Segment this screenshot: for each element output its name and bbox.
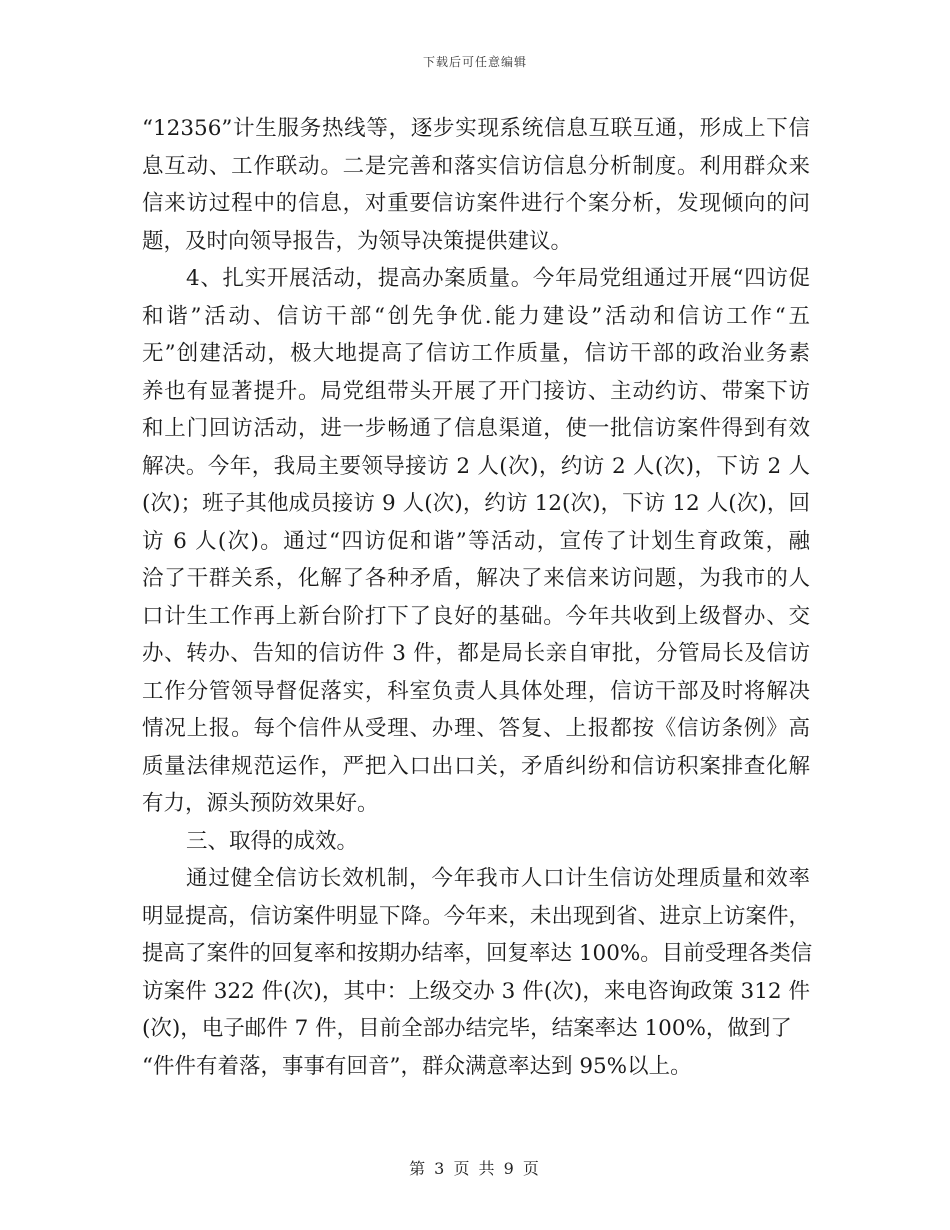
- text-line: “件件有着落，事事有回音”，群众满意率达到 95%以上。: [142, 1053, 692, 1079]
- text-line: 明显提高，信访案件明显下降。今年来，未出现到省、进京上访案件，: [142, 903, 810, 929]
- text-line: 质量法律规范运作，严把入口出口关，矛盾纠纷和信访积案排查化解: [142, 753, 810, 779]
- text-line: 息互动、工作联动。二是完善和落实信访信息分析制度。利用群众来: [142, 153, 810, 179]
- text-line: 养也有显著提升。局党组带头开展了开门接访、主动约访、带案下访: [142, 378, 810, 404]
- text-line: 访案件 322 件(次)，其中：上级交办 3 件(次)，来电咨询政策 312 件: [142, 978, 810, 1004]
- text-line: (次)；班子其他成员接访 9 人(次)，约访 12(次)，下访 12 人(次)，回: [142, 491, 810, 516]
- text-line: 和谐”活动、信访干部“创先争优.能力建设”活动和信访工作“五: [142, 303, 810, 329]
- text-line: (次)，电子邮件 7 件，目前全部办结完毕，结案率达 100%，做到了: [142, 1016, 792, 1041]
- text-line: 有力，源头预防效果好。: [142, 791, 379, 816]
- text-line: 无”创建活动，极大地提高了信访工作质量，信访干部的政治业务素: [142, 341, 810, 366]
- text-line: 题，及时向领导报告，为领导决策提供建议。: [142, 228, 573, 254]
- text-line: “12356”计生服务热线等，逐步实现系统信息互联互通，形成上下信: [142, 116, 810, 141]
- text-line: 办、转办、告知的信访件 3 件，都是局长亲自审批，分管局长及信访: [142, 641, 810, 666]
- text-line: 4、扎实开展活动，提高办案质量。今年局党组通过开展“四访促: [186, 266, 810, 291]
- text-line: 洽了干群关系，化解了各种矛盾，解决了来信来访问题，为我市的人: [142, 566, 810, 591]
- page-number: 第 3 页 共 9 页: [409, 1159, 541, 1178]
- text-line: 通过健全信访长效机制，今年我市人口计生信访处理质量和效率: [186, 866, 810, 891]
- text-line: 访 6 人(次)。通过“四访促和谐”等活动，宣传了计划生育政策，融: [142, 528, 810, 554]
- text-line: 情况上报。每个信件从受理、办理、答复、上报都按《信访条例》高: [142, 716, 810, 741]
- text-line: 信来访过程中的信息，对重要信访案件进行个案分析，发现倾向的问: [142, 191, 810, 216]
- text-line: 工作分管领导督促落实，科室负责人具体处理，信访干部及时将解决: [142, 678, 810, 704]
- section-heading: 三、取得的成效。: [186, 828, 359, 854]
- page-header: 下载后可任意编辑: [422, 55, 527, 69]
- text-line: 口计生工作再上新台阶打下了良好的基础。今年共收到上级督办、交: [142, 603, 810, 629]
- document-body: [142, 110, 813, 1085]
- text-line: 提高了案件的回复率和按期办结率，回复率达 100%。目前受理各类信: [142, 941, 813, 966]
- text-line: 解决。今年，我局主要领导接访 2 人(次)，约访 2 人(次)，下访 2 人: [142, 453, 810, 479]
- text-line: 和上门回访活动，进一步畅通了信息渠道，使一批信访案件得到有效: [142, 416, 810, 441]
